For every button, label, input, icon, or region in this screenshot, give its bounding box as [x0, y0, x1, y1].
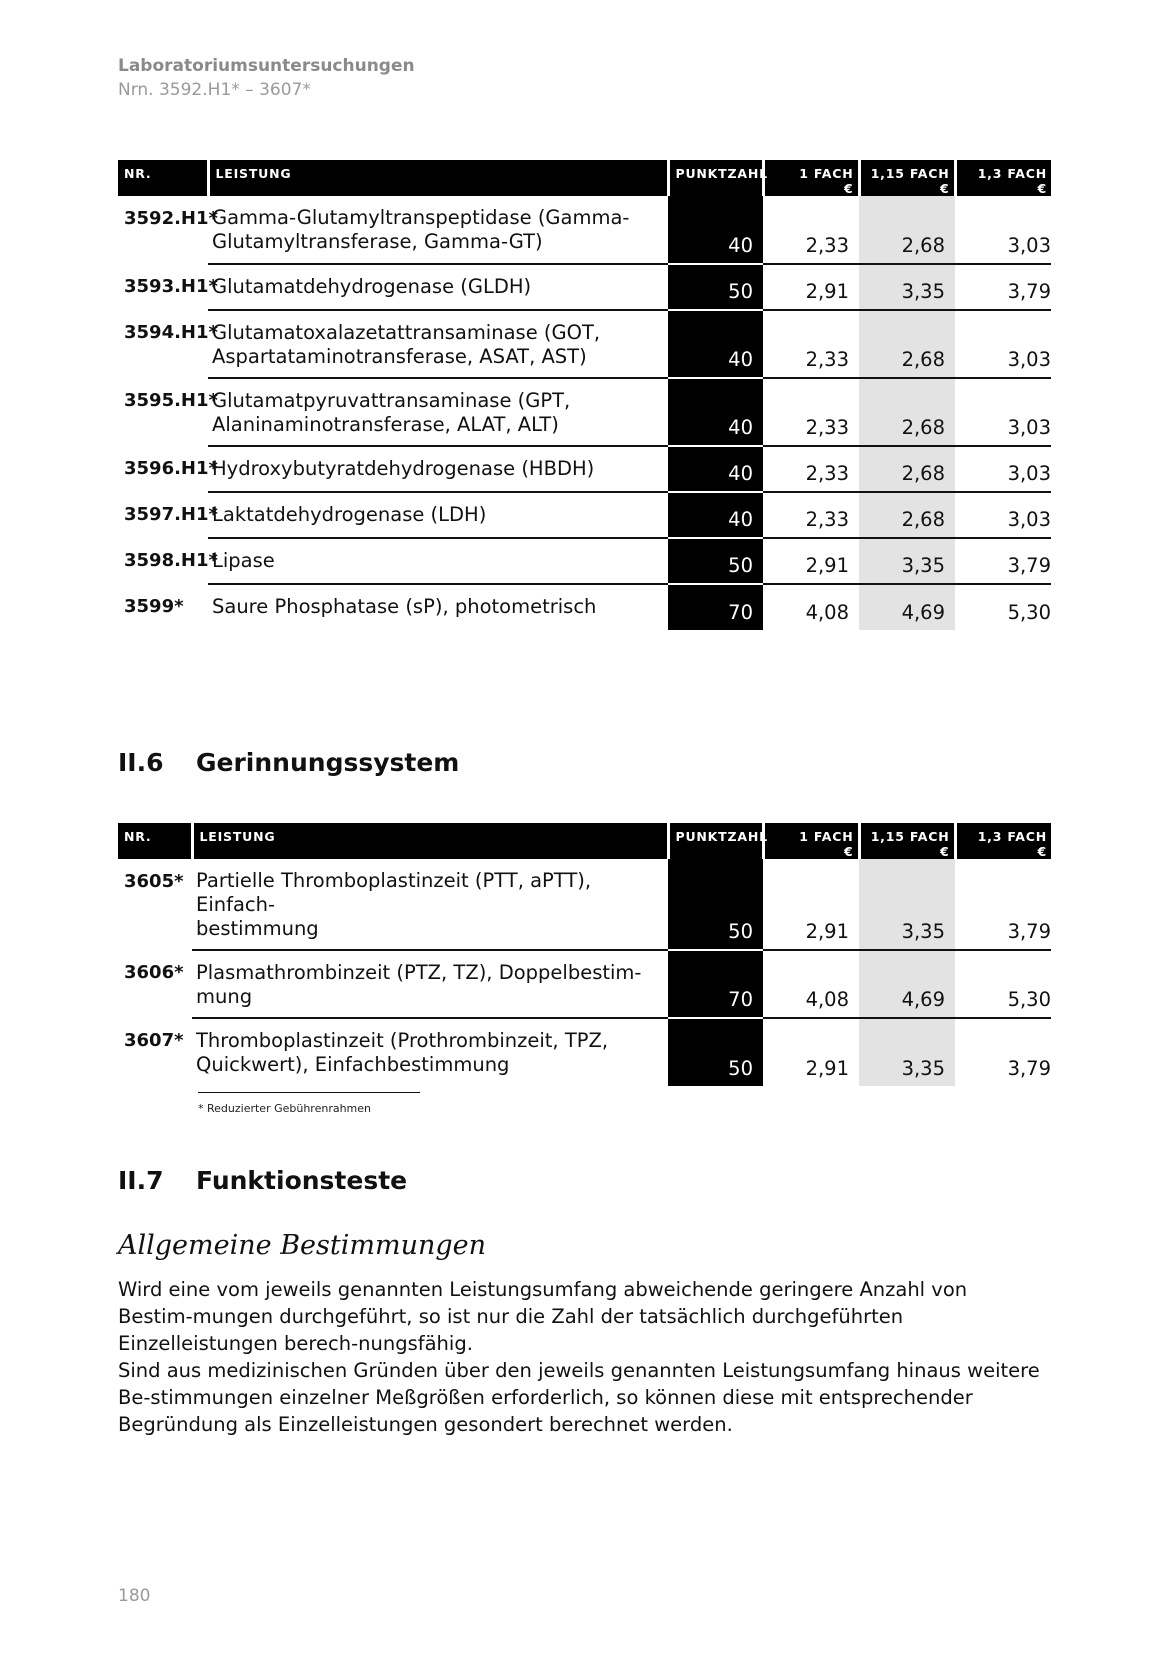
cell-punktzahl: 40 — [668, 446, 763, 492]
cell-leistung — [208, 446, 668, 492]
cell-1fach: 2,33 — [763, 196, 859, 264]
leistung-line: Glutamyltransferase, Gamma-GT) — [212, 230, 543, 253]
cell-13fach: 3,03 — [955, 378, 1051, 446]
currency-label: € — [844, 181, 854, 196]
cell-nr: 3606* — [124, 962, 184, 983]
table-row — [118, 310, 1051, 378]
fee-table-enzymes — [118, 160, 1051, 630]
cell-punktzahl: 50 — [668, 859, 763, 950]
cell-13fach: 5,30 — [1007, 601, 1051, 624]
cell-1fach: 2,91 — [763, 538, 859, 584]
cell-115fach: 2,68 — [859, 310, 955, 378]
footnote-divider — [198, 1092, 420, 1093]
cell-115fach: 2,68 — [859, 446, 955, 492]
cell-leistung — [192, 1018, 668, 1086]
leistung-line: mung — [196, 985, 253, 1008]
cell-115fach: 2,68 — [859, 196, 955, 264]
subheading-allgemeine-bestimmungen: Allgemeine Bestimmungen — [118, 1230, 486, 1261]
col-header-1fach-label: 1 FACH — [799, 166, 854, 181]
col-header-13fach-label: 1,3 FACH — [977, 166, 1047, 181]
cell-13fach: 3,79 — [955, 264, 1051, 310]
footnote: * Reduzierter Gebührenrahmen — [198, 1102, 372, 1115]
cell-leistung — [208, 264, 668, 310]
cell-punktzahl: 50 — [668, 264, 763, 310]
cell-nr: 3593.H1* — [124, 276, 218, 297]
leistung-line: Laktatdehydrogenase (LDH) — [212, 503, 487, 526]
table-row — [118, 264, 1051, 310]
running-head — [118, 55, 415, 103]
cell-1fach: 4,08 — [805, 601, 849, 624]
leistung-line: Glutamatdehydrogenase (GLDH) — [212, 275, 532, 298]
cell-nr: 3592.H1* — [124, 208, 218, 229]
cell-115fach: 3,35 — [859, 264, 955, 310]
cell-punktzahl: 40 — [668, 310, 763, 378]
section-heading-ii7 — [118, 1166, 407, 1195]
fee-table-coagulation — [118, 823, 1051, 1086]
table-row — [118, 492, 1051, 538]
cell-13fach: 3,03 — [955, 446, 1051, 492]
cell-115fach: 2,68 — [859, 378, 955, 446]
cell-13fach: 3,79 — [1007, 1057, 1051, 1080]
col-header-13fach-label: 1,3 FACH — [977, 829, 1047, 844]
table-row — [118, 584, 1051, 630]
cell-leistung — [208, 378, 668, 446]
cell-115fach: 3,35 — [859, 538, 955, 584]
table-header-row — [118, 823, 1051, 859]
cell-nr: 3605* — [124, 871, 184, 892]
cell-13fach: 3,79 — [955, 538, 1051, 584]
cell-1fach: 2,91 — [805, 1057, 849, 1080]
cell-1fach: 2,33 — [763, 378, 859, 446]
currency-label: € — [844, 844, 854, 859]
col-header-115fach-label: 1,15 FACH — [870, 829, 950, 844]
col-header-leistung: LEISTUNG — [192, 823, 668, 859]
cell-13fach: 3,03 — [955, 196, 1051, 264]
running-head-range: Nrn. 3592.H1* – 3607* — [118, 80, 311, 100]
leistung-line: Lipase — [212, 549, 275, 572]
cell-punktzahl: 40 — [668, 196, 763, 264]
cell-nr: 3599* — [124, 596, 184, 617]
cell-1fach: 2,33 — [763, 446, 859, 492]
cell-115fach: 3,35 — [859, 859, 955, 950]
cell-punktzahl: 40 — [668, 378, 763, 446]
leistung-line: Glutamatpyruvattransaminase (GPT, — [212, 389, 571, 412]
col-header-1fach-label: 1 FACH — [799, 829, 854, 844]
cell-1fach: 2,33 — [763, 310, 859, 378]
col-header-nr: NR. — [118, 823, 192, 859]
cell-1fach: 2,91 — [763, 859, 859, 950]
cell-leistung — [208, 492, 668, 538]
cell-punktzahl: 50 — [668, 538, 763, 584]
col-header-punktzahl: PUNKTZAHL — [668, 823, 763, 859]
cell-punktzahl: 40 — [668, 492, 763, 538]
currency-label: € — [940, 181, 950, 196]
cell-nr: 3598.H1* — [124, 550, 218, 571]
cell-nr: 3607* — [124, 1030, 184, 1051]
cell-115fach: 4,69 — [859, 584, 955, 630]
cell-leistung — [208, 584, 668, 630]
col-header-115fach — [859, 160, 955, 196]
cell-punktzahl: 50 — [668, 1018, 763, 1086]
cell-1fach: 2,33 — [763, 492, 859, 538]
cell-nr: 3597.H1* — [124, 504, 218, 525]
cell-13fach: 5,30 — [955, 950, 1051, 1018]
paragraph: Sind aus medizinischen Gründen über den jeweils genannten Leistungsumfang hinaus weitere Be-stimmungen einzelner Meßgrößen erforderlich, so können diese mit entsprechender Begründung als Einzelleistungen gesondert berechnet werden. — [118, 1359, 1040, 1436]
cell-115fach: 3,35 — [859, 1018, 955, 1086]
cell-leistung — [192, 950, 668, 1018]
currency-label: € — [1037, 181, 1047, 196]
currency-label: € — [1037, 844, 1047, 859]
cell-punktzahl: 70 — [668, 584, 763, 630]
table-row — [118, 196, 1051, 264]
table-row — [118, 538, 1051, 584]
leistung-line: Partielle Thromboplastinzeit (PTT, aPTT), Einfach- — [196, 869, 592, 916]
section-heading-ii6 — [118, 748, 459, 777]
col-header-13fach — [955, 823, 1051, 859]
table-row — [118, 446, 1051, 492]
cell-13fach: 3,79 — [955, 859, 1051, 950]
col-header-nr: NR. — [118, 160, 208, 196]
cell-leistung — [208, 310, 668, 378]
leistung-line: Glutamatoxalazetattransaminase (GOT, — [212, 321, 601, 344]
leistung-line: Quickwert), Einfachbestimmung — [196, 1053, 510, 1076]
col-header-13fach — [955, 160, 1051, 196]
section-title: Gerinnungssystem — [196, 748, 460, 777]
running-head-title: Laboratoriumsuntersuchungen — [118, 56, 415, 76]
cell-1fach: 4,08 — [763, 950, 859, 1018]
cell-leistung — [192, 859, 668, 950]
cell-punktzahl: 70 — [668, 950, 763, 1018]
cell-115fach: 2,68 — [859, 492, 955, 538]
leistung-line: Thromboplastinzeit (Prothrombinzeit, TPZ, — [196, 1029, 609, 1052]
paragraph: Wird eine vom jeweils genannten Leistungsumfang abweichende geringere Anzahl von Bestim-mungen durchgeführt, so ist nur die Zahl der tatsächlich durchgeführten Einzelleistungen berech-nungsfähig. — [118, 1278, 968, 1355]
table-row — [118, 1018, 1051, 1086]
leistung-line: bestimmung — [196, 917, 319, 940]
col-header-115fach-label: 1,15 FACH — [870, 166, 950, 181]
table-row — [118, 378, 1051, 446]
leistung-line: Plasmathrombinzeit (PTZ, TZ), Doppelbestim- — [196, 961, 642, 984]
cell-nr: 3596.H1* — [124, 458, 218, 479]
section-number: II.6 — [118, 748, 164, 777]
leistung-line: Aspartataminotransferase, ASAT, AST) — [212, 345, 587, 368]
col-header-1fach — [763, 823, 859, 859]
col-header-115fach — [859, 823, 955, 859]
table-row — [118, 950, 1051, 1018]
leistung-line: Gamma-Glutamyltranspeptidase (Gamma- — [212, 206, 630, 229]
currency-label: € — [940, 844, 950, 859]
table-header-row — [118, 160, 1051, 196]
cell-1fach: 2,91 — [763, 264, 859, 310]
page-number: 180 — [118, 1586, 151, 1606]
col-header-punktzahl: PUNKTZAHL — [668, 160, 763, 196]
col-header-1fach — [763, 160, 859, 196]
leistung-line: Saure Phosphatase (sP), photometrisch — [212, 595, 597, 618]
cell-leistung — [208, 196, 668, 264]
cell-13fach: 3,03 — [955, 492, 1051, 538]
cell-13fach: 3,03 — [955, 310, 1051, 378]
leistung-line: Alaninaminotransferase, ALAT, ALT) — [212, 413, 559, 436]
section-title: Funktionsteste — [196, 1166, 408, 1195]
cell-nr: 3594.H1* — [124, 322, 218, 343]
section-number: II.7 — [118, 1166, 164, 1195]
leistung-line: Hydroxybutyratdehydrogenase (HBDH) — [212, 457, 595, 480]
table-row — [118, 859, 1051, 950]
cell-nr: 3595.H1* — [124, 390, 218, 411]
col-header-leistung: LEISTUNG — [208, 160, 668, 196]
cell-leistung — [208, 538, 668, 584]
body-text — [118, 1276, 1043, 1438]
cell-115fach: 4,69 — [859, 950, 955, 1018]
